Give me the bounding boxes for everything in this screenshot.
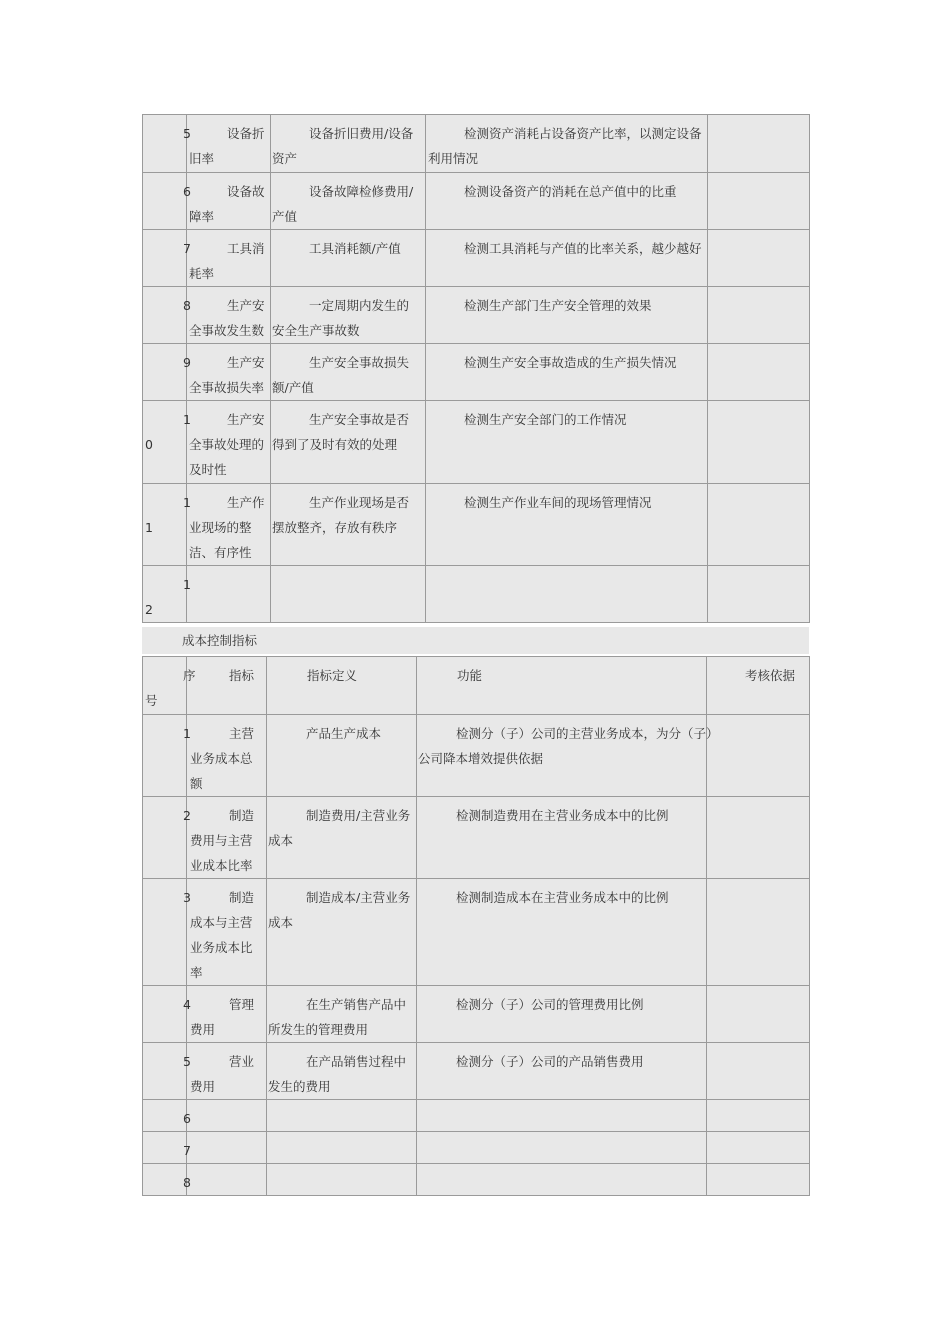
indicator-function-cell (426, 566, 708, 623)
indicator-name: 生产安 (227, 298, 265, 313)
indicator-name-cont2: 业成本比率 (190, 858, 253, 873)
table-row (143, 344, 810, 401)
cost-control-indicator-table (142, 656, 810, 1196)
indicator-function-cont: 公司降本增效提供依据 (418, 751, 544, 766)
row-number-cell (143, 986, 191, 1043)
indicator-function-cell (426, 287, 708, 344)
indicator-definition-cont: 额/产值 (272, 380, 314, 395)
indicator-definition: 生产安全事故是否 (309, 412, 410, 427)
indicator-definition-cell (267, 1132, 417, 1164)
indicator-name: 设备故 (227, 184, 265, 199)
row-number-cell (143, 484, 191, 566)
table-row (143, 484, 810, 566)
row-number-cell (143, 715, 191, 797)
indicator-name-cont2: 洁、有序性 (189, 545, 252, 560)
row-number: 6 (183, 1111, 191, 1126)
indicator-name-cont: 业现场的整 (189, 520, 252, 535)
indicator-name-cont3: 率 (190, 965, 203, 980)
assessment-basis-cell (708, 484, 810, 566)
row-number: 7 (183, 1143, 191, 1158)
indicator-name-cont: 耗率 (189, 266, 215, 281)
indicator-name-cont2: 及时性 (189, 462, 227, 477)
assessment-basis-cell (707, 715, 810, 797)
row-number-cell (143, 566, 191, 623)
indicator-definition: 生产作业现场是否 (309, 495, 410, 510)
indicator-name-cell (187, 1100, 267, 1132)
header-basis: 考核依据 (745, 668, 796, 683)
indicator-name: 工具消 (227, 241, 265, 256)
table-row (143, 230, 810, 287)
indicator-name-cell (187, 115, 271, 173)
table-row (143, 115, 810, 173)
row-number-cell (143, 230, 191, 287)
indicator-name-cell (187, 566, 271, 623)
indicator-definition-cont: 发生的费用 (268, 1079, 331, 1094)
assessment-basis-cell (707, 1043, 810, 1100)
row-number-cell (143, 1100, 191, 1132)
header-func: 功能 (457, 668, 483, 683)
indicator-definition: 在生产销售产品中 (306, 997, 407, 1012)
row-number-cell (143, 173, 191, 230)
row-number: 6 (183, 184, 191, 199)
table-row (143, 401, 810, 484)
indicator-definition-cont: 产值 (272, 209, 298, 224)
indicator-definition-cell (271, 230, 426, 287)
indicator-name: 营业 (229, 1054, 255, 1069)
indicator-definition-cell (267, 1164, 417, 1196)
row-number-cell (143, 1043, 191, 1100)
assessment-basis-cell (707, 1164, 810, 1196)
header-def: 指标定义 (307, 668, 358, 683)
header-num-a: 序 (183, 668, 196, 683)
indicator-function-cell (417, 1132, 707, 1164)
indicator-function-cell (426, 115, 708, 173)
indicator-definition: 设备故障检修费用/ (309, 184, 414, 199)
table-header-row (143, 657, 810, 715)
indicator-name-cont: 业务成本总 (190, 751, 253, 766)
indicator-name: 设备折 (227, 126, 265, 141)
header-num-b: 号 (145, 693, 158, 708)
indicator-definition: 一定周期内发生的 (309, 298, 410, 313)
row-number: 1 (183, 726, 191, 741)
indicator-name: 主营 (229, 726, 255, 741)
assessment-basis-cell (708, 401, 810, 484)
indicator-definition: 工具消耗额/产值 (309, 241, 401, 256)
indicator-definition-cell (267, 986, 417, 1043)
indicator-function-cell (417, 797, 707, 879)
row-number: 8 (183, 298, 191, 313)
assessment-basis-cell (707, 797, 810, 879)
indicator-name-cell (187, 1132, 267, 1164)
row-number: 5 (183, 1054, 191, 1069)
indicator-function-cell (417, 1164, 707, 1196)
row-number-cell (143, 1164, 191, 1196)
table-row (143, 1132, 810, 1164)
header-name-cell (187, 657, 267, 715)
indicator-name-cont: 障率 (189, 209, 215, 224)
indicator-name-cell (187, 797, 267, 879)
indicator-definition-cont: 所发生的管理费用 (268, 1022, 369, 1037)
header-name: 指标 (229, 668, 255, 683)
table-row (143, 566, 810, 623)
indicator-name-cell (187, 230, 271, 287)
indicator-function: 检测生产安全事故造成的生产损失情况 (464, 355, 677, 370)
indicator-function-cell (417, 879, 707, 986)
indicator-definition-cont: 安全生产事故数 (272, 323, 360, 338)
indicator-function-cell (417, 986, 707, 1043)
indicator-definition-cont: 得到了及时有效的处理 (272, 437, 398, 452)
indicator-function: 检测分（子）公司的管理费用比例 (456, 997, 644, 1012)
indicator-function: 检测制造成本在主营业务成本中的比例 (456, 890, 669, 905)
indicator-function: 检测生产安全部门的工作情况 (464, 412, 627, 427)
header-num-cell (143, 657, 196, 715)
indicator-definition: 设备折旧费用/设备 (309, 126, 414, 141)
indicator-name-cont: 旧率 (189, 151, 215, 166)
indicator-name-cell (187, 401, 271, 484)
assessment-basis-cell (708, 173, 810, 230)
indicator-function-cell (417, 1100, 707, 1132)
indicator-function-cell (426, 484, 708, 566)
assessment-basis-cell (707, 1132, 810, 1164)
indicator-function: 检测设备资产的消耗在总产值中的比重 (464, 184, 677, 199)
row-number-cell (143, 1132, 191, 1164)
indicator-function-cell (426, 344, 708, 401)
row-number: 4 (183, 997, 191, 1012)
indicator-name-cont2: 额 (190, 776, 203, 791)
indicator-name-cell (187, 879, 267, 986)
assessment-basis-cell (707, 1100, 810, 1132)
indicator-name: 生产作 (227, 495, 265, 510)
row-number-cont: 2 (145, 602, 153, 617)
indicator-function-cell (426, 401, 708, 484)
indicator-function-cell (426, 173, 708, 230)
indicator-definition: 生产安全事故损失 (309, 355, 410, 370)
row-number-cell (143, 344, 191, 401)
indicator-definition-cell (271, 566, 426, 623)
table-row (143, 1164, 810, 1196)
indicator-definition-cell (267, 1043, 417, 1100)
row-number: 1 (183, 495, 191, 510)
table-row (143, 715, 810, 797)
indicator-definition-cell (267, 797, 417, 879)
indicator-name-cell (187, 1164, 267, 1196)
indicator-definition-cell (271, 173, 426, 230)
indicator-function: 检测分（子）公司的产品销售费用 (456, 1054, 644, 1069)
row-number: 2 (183, 808, 191, 823)
header-func-cell (417, 657, 707, 715)
indicator-definition: 产品生产成本 (306, 726, 382, 741)
indicator-definition-cell (267, 715, 417, 797)
indicator-name-cell (187, 715, 267, 797)
indicator-definition-cell (267, 879, 417, 986)
header-basis-cell (707, 657, 810, 715)
table-row (143, 1100, 810, 1132)
assessment-basis-cell (707, 986, 810, 1043)
section-title-cost-control: 成本控制指标 (142, 627, 809, 654)
indicator-name-cont: 全事故损失率 (189, 380, 265, 395)
indicator-definition-cell (271, 484, 426, 566)
indicator-name-cont: 费用 (190, 1079, 216, 1094)
indicator-definition-cell (271, 344, 426, 401)
table-row (143, 986, 810, 1043)
indicator-function: 检测资产消耗占设备资产比率，以测定设备 (464, 126, 702, 141)
indicator-name-cont: 全事故处理的 (189, 437, 265, 452)
assessment-basis-cell (708, 230, 810, 287)
indicator-definition-cell (271, 401, 426, 484)
indicator-name-cell (187, 1043, 267, 1100)
indicator-name: 管理 (229, 997, 255, 1012)
indicator-function: 检测分（子）公司的主营业务成本，为分（子） (456, 726, 719, 741)
indicator-name-cell (187, 344, 271, 401)
indicator-function: 检测制造费用在主营业务成本中的比例 (456, 808, 669, 823)
row-number: 7 (183, 241, 191, 256)
table-row (143, 1043, 810, 1100)
indicator-name-cell (187, 986, 267, 1043)
assessment-basis-cell (708, 287, 810, 344)
indicator-function-cell (426, 230, 708, 287)
indicator-name-cont: 费用与主营 (190, 833, 253, 848)
row-number: 1 (183, 412, 191, 427)
indicator-definition-cell (271, 287, 426, 344)
assessment-basis-cell (708, 566, 810, 623)
indicator-name-cell (187, 287, 271, 344)
table-row (143, 173, 810, 230)
header-def-cell (267, 657, 417, 715)
table-row (143, 797, 810, 879)
row-number: 8 (183, 1175, 191, 1190)
row-number-cell (143, 879, 191, 986)
indicator-function-cont: 利用情况 (428, 151, 479, 166)
assessment-basis-cell (708, 344, 810, 401)
row-number: 3 (183, 890, 191, 905)
row-number-cell (143, 797, 191, 879)
indicator-name: 生产安 (227, 355, 265, 370)
indicator-name-cont2: 业务成本比 (190, 940, 253, 955)
indicator-function-cell (417, 1043, 707, 1100)
indicator-function: 检测生产部门生产安全管理的效果 (464, 298, 652, 313)
table-row (143, 287, 810, 344)
indicator-definition-cont: 成本 (268, 833, 294, 848)
indicator-function: 检测工具消耗与产值的比率关系，越少越好 (464, 241, 702, 256)
indicator-name-cont: 费用 (190, 1022, 216, 1037)
indicator-definition: 在产品销售过程中 (306, 1054, 407, 1069)
production-indicator-table (142, 114, 810, 623)
indicator-name: 制造 (229, 808, 255, 823)
assessment-basis-cell (707, 879, 810, 986)
indicator-name-cell (187, 173, 271, 230)
indicator-definition: 制造费用/主营业务 (306, 808, 411, 823)
indicator-definition: 制造成本/主营业务 (306, 890, 411, 905)
table-row (143, 879, 810, 986)
indicator-function-cell (417, 715, 719, 797)
row-number-cell (143, 401, 191, 484)
row-number-cont: 0 (145, 437, 153, 452)
row-number-cont: 1 (145, 520, 153, 535)
indicator-name: 生产安 (227, 412, 265, 427)
indicator-definition-cont: 成本 (268, 915, 294, 930)
indicator-name-cont: 成本与主营 (190, 915, 253, 930)
indicator-definition-cell (271, 115, 426, 173)
row-number-cell (143, 287, 191, 344)
indicator-definition-cont: 摆放整齐，存放有秩序 (272, 520, 398, 535)
indicator-name-cell (187, 484, 271, 566)
assessment-basis-cell (708, 115, 810, 173)
indicator-name-cont: 全事故发生数 (189, 323, 265, 338)
indicator-definition-cell (267, 1100, 417, 1132)
row-number: 9 (183, 355, 191, 370)
row-number: 1 (183, 577, 191, 592)
indicator-function: 检测生产作业车间的现场管理情况 (464, 495, 652, 510)
row-number: 5 (183, 126, 191, 141)
indicator-definition-cont: 资产 (272, 151, 298, 166)
indicator-name: 制造 (229, 890, 255, 905)
row-number-cell (143, 115, 191, 173)
